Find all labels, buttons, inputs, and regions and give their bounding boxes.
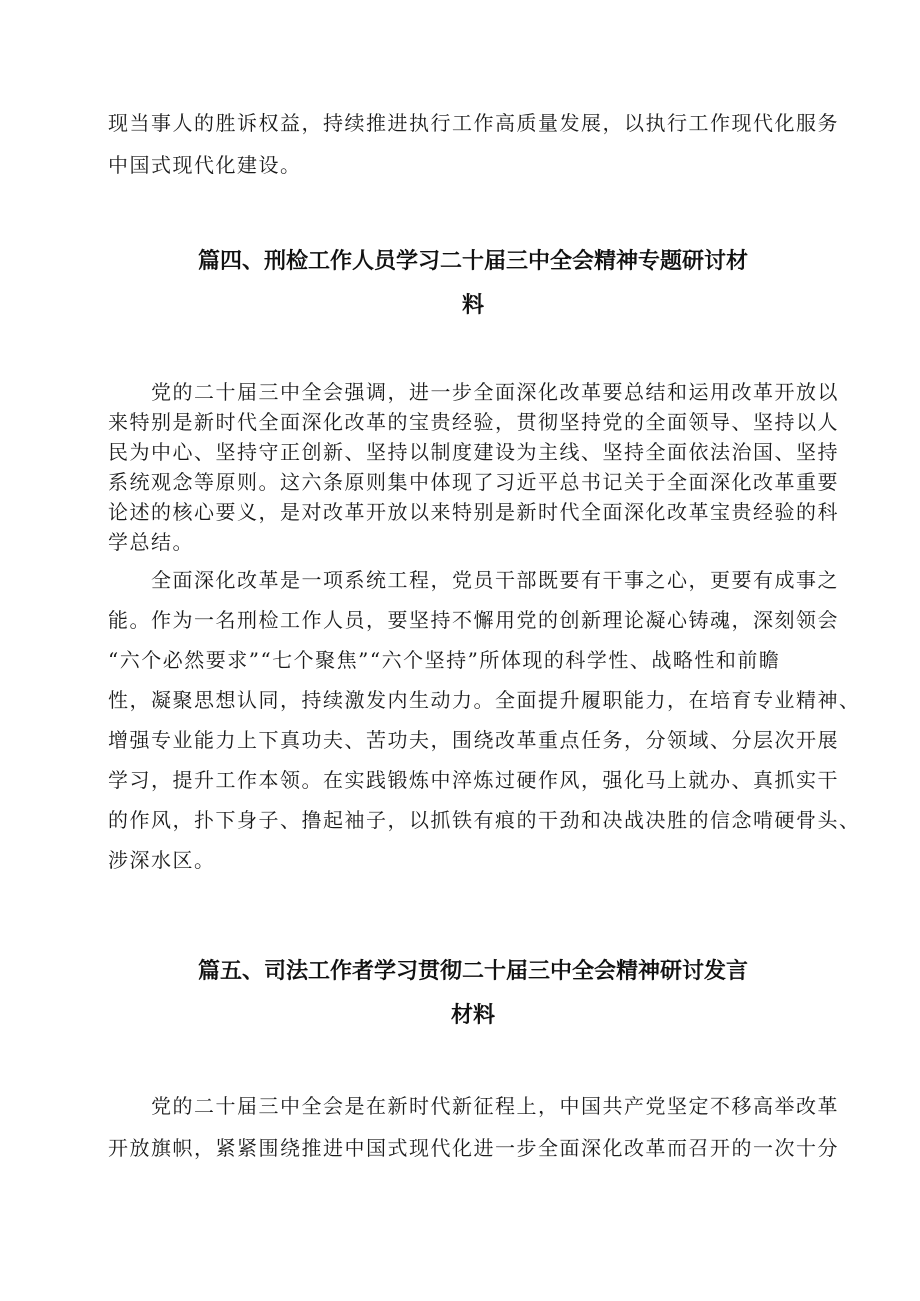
text-line: 涉深水区。 xyxy=(108,848,216,872)
text-line: 的作风，扑下身子、撸起袖子，以抓铁有痕的干劲和决战决胜的信念啃硬骨头、 xyxy=(108,808,861,832)
text-line: 中国式现代化建设。 xyxy=(108,153,302,177)
text-line: “六个必然要求”“七个聚焦”“六个坚持”所体现的科学性、战略性和前瞻 xyxy=(108,648,781,672)
section-4-paragraph-1 xyxy=(108,377,838,557)
text-line: 民为中心、坚持守正创新、坚持以制度建设为主线、坚持全面依法治国、坚持 xyxy=(108,440,839,464)
text-line: 能。作为一名刑检工作人员，要坚持不懈用党的创新理论凝心铸魂，深刻领会 xyxy=(108,608,839,632)
section-4-paragraph-2 xyxy=(108,560,861,880)
text-line: 党的二十届三中全会强调，进一步全面深化改革要总结和运用改革开放以 xyxy=(108,380,839,404)
title-line: 篇四、刑检工作人员学习二十届三中全会精神专题研讨材 xyxy=(197,249,748,274)
top-paragraph xyxy=(108,102,838,186)
text-line: 论述的核心要义，是对改革开放以来特别是新时代全面深化改革宝贵经验的科 xyxy=(108,500,839,524)
text-line: 学习，提升工作本领。在实践锻炼中淬炼过硬作风，强化马上就办、真抓实干 xyxy=(108,768,839,792)
text-line: 全面深化改革是一项系统工程，党员干部既要有干事之心，更要有成事之 xyxy=(108,568,839,592)
text-line: 党的二十届三中全会是在新时代新征程上，中国共产党坚定不移高举改革 xyxy=(108,1094,839,1118)
title-line: 篇五、司法工作者学习贯彻二十届三中全会精神研讨发言 xyxy=(197,959,748,984)
text-line: 开放旗帜，紧紧围绕推进中国式现代化进一步全面深化改革而召开的一次十分 xyxy=(108,1136,839,1160)
text-line: 现当事人的胜诉权益，持续推进执行工作高质量发展，以执行工作现代化服务 xyxy=(108,111,839,135)
title-line: 料 xyxy=(461,293,484,318)
section-5-title xyxy=(108,950,838,1038)
text-line: 性，凝聚思想认同，持续激发内生动力。全面提升履职能力，在培育专业精神、 xyxy=(108,688,861,712)
text-line: 来特别是新时代全面深化改革的宝贵经验，贯彻坚持党的全面领导、坚持以人 xyxy=(108,410,839,434)
section-5-paragraph-1 xyxy=(108,1085,838,1169)
text-line: 学总结。 xyxy=(108,530,194,554)
title-line: 材料 xyxy=(450,1003,495,1028)
text-line: 增强专业能力上下真功夫、苦功夫，围绕改革重点任务，分领域、分层次开展 xyxy=(108,728,839,752)
section-4-title xyxy=(108,240,838,328)
text-line: 系统观念等原则。这六条原则集中体现了习近平总书记关于全面深化改革重要 xyxy=(108,470,839,494)
